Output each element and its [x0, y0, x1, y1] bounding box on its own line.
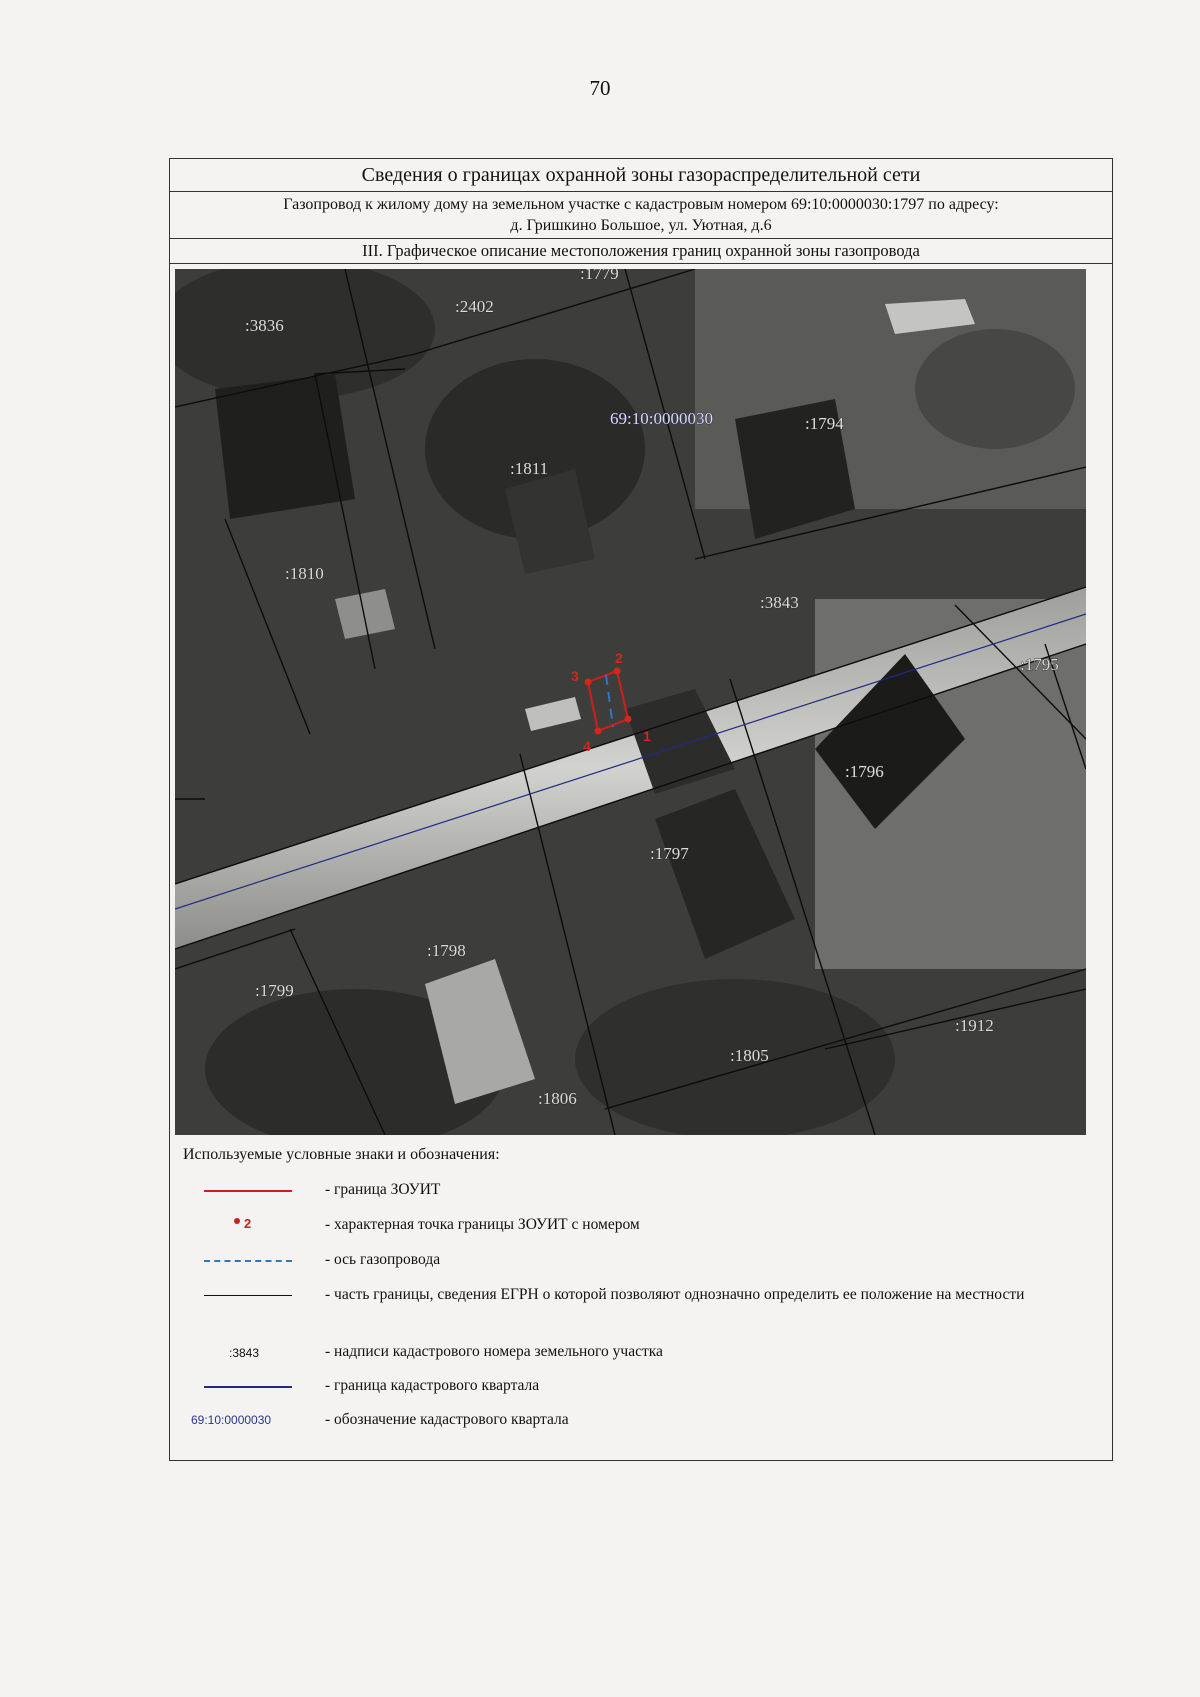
- red-point-symbol: 2: [184, 1214, 294, 1238]
- parcel-label: :1811: [510, 459, 549, 478]
- boundary-point-3: [585, 679, 592, 686]
- parcel-label: :1798: [427, 941, 466, 960]
- navy-line-symbol: [184, 1375, 294, 1399]
- point-label-1: 1: [643, 728, 651, 744]
- building: [215, 374, 355, 519]
- parcel-label: :1805: [730, 1046, 769, 1065]
- point-label-2: 2: [615, 650, 623, 666]
- parcel-label: :1795: [1020, 655, 1059, 674]
- parcel-label: :3836: [245, 316, 284, 335]
- object-line-1: Газопровод к жилому дому на земельном участке с кадастровым номером 69:10:0000030:1797 по адресу:: [283, 196, 999, 213]
- quarter-label: 69:10:0000030: [610, 409, 713, 428]
- parcel-label: :1912: [955, 1016, 994, 1035]
- parcel-label: :2402: [455, 297, 494, 316]
- page-number: 70: [589, 76, 611, 100]
- object-description: [170, 192, 1112, 239]
- parcel-label: :1799: [255, 981, 294, 1000]
- document-frame: [169, 158, 1113, 1461]
- trees-ne: [915, 329, 1075, 449]
- boundary-point-1: [625, 716, 632, 723]
- parcel-label: :1810: [285, 564, 324, 583]
- legend-text: - ось газопровода: [325, 1251, 441, 1268]
- aerial-map: [175, 269, 1086, 1135]
- point-label-3: 3: [571, 668, 579, 684]
- boundary-point-4: [595, 728, 602, 735]
- parcel-label: :1797: [650, 844, 689, 863]
- legend-text: - часть границы, сведения ЕГРН о которой позволяют однозначно определить ее положение на местности: [325, 1286, 1025, 1303]
- legend-text: - граница ЗОУИТ: [325, 1181, 441, 1198]
- blue-dashed-line-symbol: [184, 1249, 294, 1273]
- document-title: Сведения о границах охранной зоны газораспределительной сети: [170, 159, 1112, 192]
- parcel-label: :1779: [580, 269, 619, 283]
- parcel-label: :1796: [845, 762, 884, 781]
- parcel-label: :1794: [805, 414, 844, 433]
- legend-text: - характерная точка границы ЗОУИТ с номером: [325, 1216, 640, 1233]
- parcel-label: :1806: [538, 1089, 577, 1108]
- parcel-label: :3843: [760, 593, 799, 612]
- legend-text: - граница кадастрового квартала: [325, 1377, 540, 1394]
- boundary-point-2: [614, 668, 621, 675]
- legend-text: - обозначение кадастрового квартала: [325, 1411, 569, 1428]
- point-label-4: 4: [583, 738, 591, 754]
- black-line-symbol: [184, 1284, 294, 1308]
- parcel-label-symbol: :3843: [229, 1346, 260, 1360]
- legend-title: Используемые условные знаки и обозначения:: [183, 1146, 500, 1163]
- section-title: III. Графическое описание местоположения границ охранной зоны газопровода: [170, 239, 1112, 264]
- red-line-symbol: [184, 1179, 294, 1203]
- object-line-2: д. Гришкино Большое, ул. Уютная, д.6: [510, 217, 772, 234]
- map-svg: [175, 269, 1086, 1135]
- quarter-label-symbol: 69:10:0000030: [191, 1413, 272, 1427]
- legend-text: - надписи кадастрового номера земельного участка: [325, 1343, 663, 1360]
